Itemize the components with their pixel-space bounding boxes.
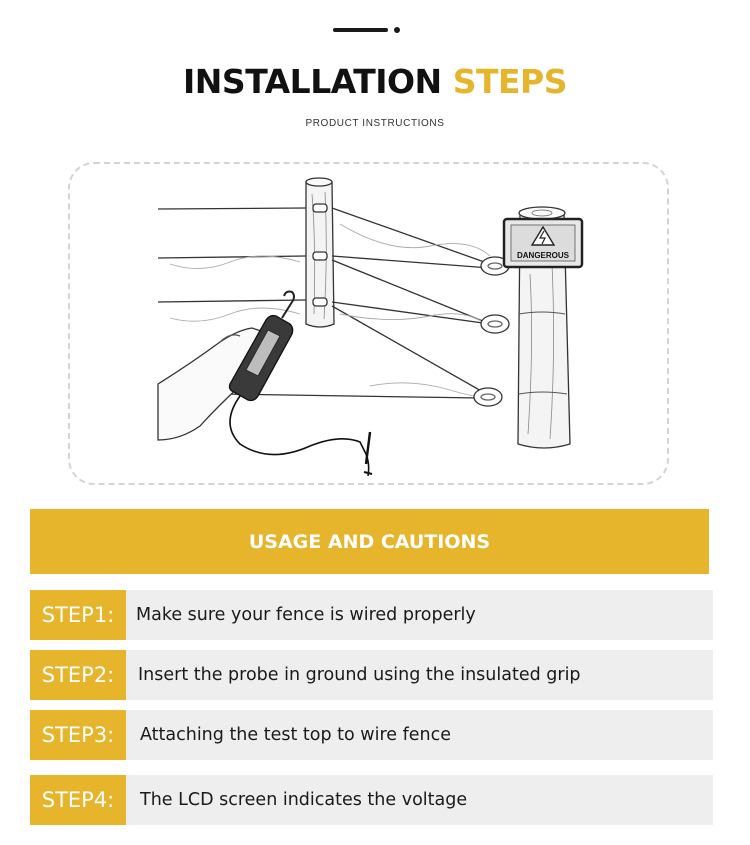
step-text-3: Attaching the test top to wire fence — [140, 725, 451, 745]
step-text-4: The LCD screen indicates the voltage — [140, 790, 468, 810]
usage-banner — [30, 509, 709, 574]
insulator-right-2 — [481, 315, 509, 333]
title-word-installation: INSTALLATION — [183, 62, 442, 101]
usage-banner-title: USAGE AND CAUTIONS — [248, 530, 491, 553]
insulator-left-2 — [313, 252, 327, 260]
left-post-top — [306, 178, 332, 186]
insulator-left-3 — [313, 298, 327, 306]
step-text-1: Make sure your fence is wired properly — [136, 605, 476, 625]
step-label-4: STEP4: — [30, 775, 126, 825]
illustration-frame — [68, 162, 669, 485]
step-row-1 — [30, 590, 713, 640]
fence-tester-illustration — [70, 164, 669, 485]
insulator-left-1 — [313, 204, 327, 212]
decoration-dot — [394, 27, 400, 33]
fence-wire-1 — [158, 208, 306, 209]
step-label-2: STEP2: — [30, 650, 126, 700]
tester-cable — [230, 396, 369, 476]
step-row-4 — [30, 775, 713, 825]
top-decoration — [333, 27, 403, 33]
step-row-2 — [30, 650, 713, 700]
step-text-2: Insert the probe in ground using the insulated grip — [138, 665, 581, 685]
tester-probe-hook — [282, 292, 294, 319]
insulator-right-3 — [474, 388, 502, 406]
step-label-3: STEP3: — [30, 710, 126, 760]
page-title — [0, 62, 750, 101]
step-label-1: STEP1: — [30, 590, 126, 640]
page-subtitle: PRODUCT INSTRUCTIONS — [305, 118, 445, 129]
title-word-steps: STEPS — [452, 62, 567, 101]
step-row-3 — [30, 710, 713, 760]
right-post-top — [519, 207, 565, 219]
decoration-bar — [333, 28, 388, 32]
warning-sign-label: DANGEROUS — [516, 251, 570, 260]
fence-wire-3 — [158, 300, 306, 302]
